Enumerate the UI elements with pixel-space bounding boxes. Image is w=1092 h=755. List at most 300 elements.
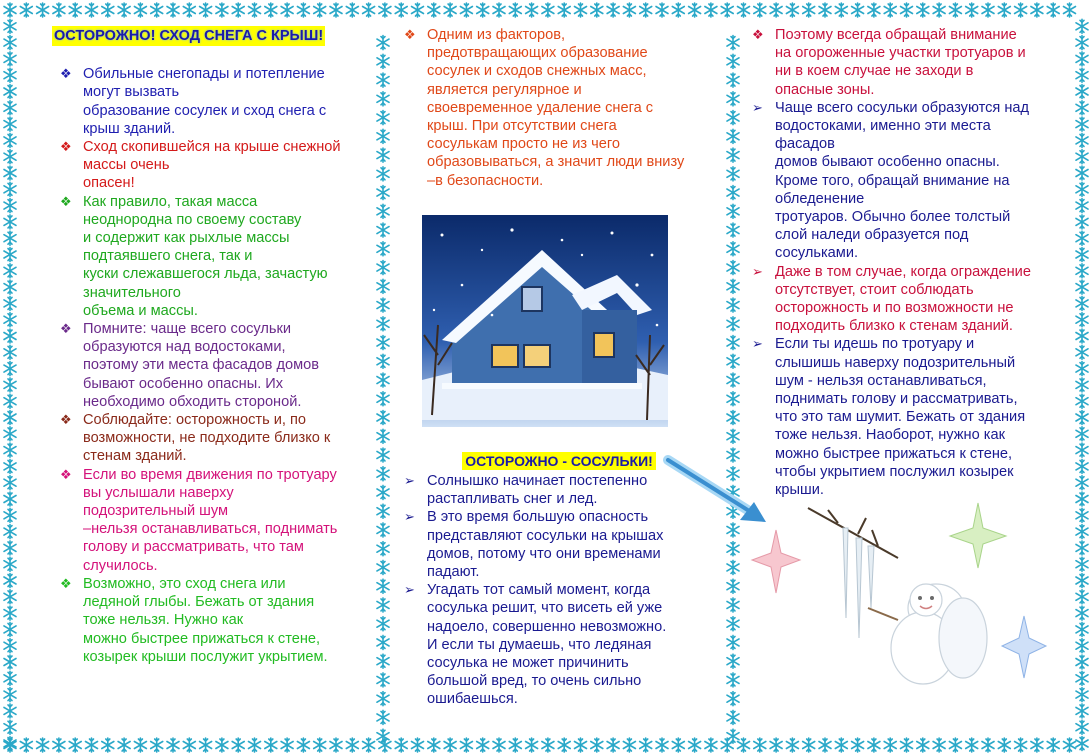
snowflake-icon	[167, 738, 179, 752]
snowflake-icon	[727, 336, 739, 350]
snowflake-icon	[819, 3, 831, 17]
snowflake-icon	[4, 133, 16, 147]
snowflake-icon	[232, 3, 244, 17]
snowflake-icon	[1076, 737, 1088, 751]
snowflake-icon	[4, 101, 16, 115]
snow-angel-image	[748, 498, 1048, 708]
snowflake-icon	[727, 429, 739, 443]
snowflake-icon	[727, 579, 739, 593]
snowflake-icon	[727, 654, 739, 668]
snowflake-icon	[727, 129, 739, 143]
main-title: ОСТОРОЖНО! СХОД СНЕГА С КРЫШ!	[52, 26, 325, 46]
snowflake-icon	[4, 215, 16, 229]
snowflake-icon	[1076, 313, 1088, 327]
snowflake-icon	[330, 3, 342, 17]
snowflake-icon	[4, 231, 16, 245]
snowflake-icon	[526, 3, 538, 17]
diamond-bullet-icon: ❖	[60, 412, 72, 428]
snowflake-icon	[477, 738, 489, 752]
icicles-title: ОСТОРОЖНО - СОСУЛЬКИ!	[462, 452, 656, 470]
snowflake-icon	[4, 459, 16, 473]
snowflake-icon	[377, 279, 389, 293]
snowflake-icon	[1076, 704, 1088, 718]
snowflake-icon	[330, 738, 342, 752]
snowflake-icon	[4, 182, 16, 196]
snowflake-icon	[412, 738, 424, 752]
snowflake-icon	[428, 738, 440, 752]
snowflake-icon	[1076, 541, 1088, 555]
snowflake-icon	[1076, 296, 1088, 310]
snowflake-icon	[4, 622, 16, 636]
snowflake-icon	[803, 738, 815, 752]
middle-list	[400, 472, 700, 709]
snowflake-icon	[1076, 427, 1088, 441]
snowflake-icon	[1076, 639, 1088, 653]
snowflake-icon	[377, 635, 389, 649]
snowflake-icon	[4, 36, 16, 50]
snowflake-icon	[1076, 671, 1088, 685]
snowflake-icon	[689, 738, 701, 752]
snowflake-icon	[4, 688, 16, 702]
diamond-bullet-icon: ❖	[60, 466, 72, 482]
snowflake-icon	[4, 394, 16, 408]
snowflake-icon	[982, 738, 994, 752]
winter-house-image	[422, 215, 668, 427]
snowflake-icon	[689, 3, 701, 17]
snowflake-icon	[377, 598, 389, 612]
middle-list-block	[400, 472, 700, 709]
snowflake-icon	[623, 738, 635, 752]
list-item: ➢ Если ты идешь по тротуару и слышишь наверху подозрительный шум - нельзя останавливаться, поднимать голову и рассматривать, что это там шумит. Бежать от здания тоже нельзя. Наоборот, нужно как можно быстрее прижаться к стене, чтобы укрытием послужил козырек крыши.	[752, 336, 1026, 499]
snowflake-icon	[901, 738, 913, 752]
snowflake-icon	[727, 673, 739, 687]
snowflake-icon	[102, 3, 114, 17]
snowflake-icon	[4, 590, 16, 604]
snowflake-icon	[460, 738, 472, 752]
snowflake-icon	[493, 3, 505, 17]
snowflake-icon	[1031, 3, 1043, 17]
snowflake-icon	[852, 738, 864, 752]
snowflake-icon	[1076, 443, 1088, 457]
snowflake-icon	[591, 3, 603, 17]
snowflake-icon	[770, 738, 782, 752]
snowflake-icon	[183, 738, 195, 752]
snowflake-icon	[933, 738, 945, 752]
snowflake-icon	[705, 3, 717, 17]
list-item: ❖ Соблюдайте: осторожность и, по возможности, не подходите близко к стенам зданий.	[60, 412, 331, 465]
snowflake-icon	[377, 298, 389, 312]
list-item: ➢ Даже в том случае, когда ограждение отсутствует, стоит соблюдать осторожность и по возможности не подходить близко к стенам зданий.	[752, 263, 1031, 335]
snowflake-icon	[377, 448, 389, 462]
snowflake-icon	[249, 738, 261, 752]
snowflake-icon	[377, 204, 389, 218]
snowflake-icon	[917, 738, 929, 752]
snowflake-icon	[1076, 508, 1088, 522]
snowflake-icon	[493, 738, 505, 752]
snowflake-icon	[727, 317, 739, 331]
snowflake-icon	[53, 3, 65, 17]
snowflake-icon	[852, 3, 864, 17]
snowflake-icon	[1076, 117, 1088, 131]
snowflake-icon	[591, 738, 603, 752]
list-item: ➢ В это время большую опасность представляют сосульки на крышах домов, потому что они временами падают.	[404, 509, 664, 581]
snowflake-icon	[4, 492, 16, 506]
snowflake-icon	[998, 3, 1010, 17]
snowflake-icon	[377, 710, 389, 724]
snowflake-icon	[4, 345, 16, 359]
snowflake-icon	[1076, 36, 1088, 50]
column-middle	[400, 26, 718, 190]
arrow-bullet-icon: ➢	[404, 582, 415, 598]
snowflake-icon	[379, 3, 391, 17]
snowflake-icon	[672, 3, 684, 17]
snowflake-icon	[134, 3, 146, 17]
snowflake-icon	[640, 738, 652, 752]
snowflake-icon	[377, 467, 389, 481]
snowflake-icon	[607, 738, 619, 752]
snowflake-icon	[412, 3, 424, 17]
snowflake-icon	[265, 738, 277, 752]
snowflake-icon	[377, 673, 389, 687]
snowflake-icon	[377, 186, 389, 200]
snowflake-icon	[754, 738, 766, 752]
snowflake-icon	[949, 3, 961, 17]
snowflake-icon	[1076, 329, 1088, 343]
snowflake-icon	[377, 36, 389, 50]
snowflake-icon	[377, 92, 389, 106]
snowflake-icon	[377, 73, 389, 87]
snowflake-icon	[4, 3, 16, 17]
snowflake-icon	[542, 3, 554, 17]
snowflake-icon	[4, 199, 16, 213]
snowflake-icon	[727, 279, 739, 293]
snowflake-icon	[1076, 622, 1088, 636]
list-item: ❖ Как правило, такая масса неоднородна по своему составу и содержит как рыхлые массы подтаявшего снега, так и куски слежавшегося льда, зачастую значительного объема и массы.	[60, 193, 328, 319]
diamond-bullet-icon: ❖	[60, 66, 72, 82]
snowflake-icon	[721, 3, 733, 17]
snowflake-icon	[4, 557, 16, 571]
snowflake-icon	[575, 738, 587, 752]
snowflake-icon	[526, 738, 538, 752]
snowflake-icon	[640, 3, 652, 17]
snowflake-icon	[727, 261, 739, 275]
snowflake-icon	[1076, 606, 1088, 620]
snowflake-icon	[377, 692, 389, 706]
snowflake-icon	[4, 476, 16, 490]
snowflake-icon	[363, 3, 375, 17]
snowflake-icon	[444, 738, 456, 752]
snowflake-icon	[377, 261, 389, 275]
snowflake-icon	[249, 3, 261, 17]
snowflake-icon	[835, 738, 847, 752]
list-item: ❖ Помните: чаще всего сосульки образуются над водостоками, поэтому эти места фасадов домов бывают особенно опасны. Их необходимо обходить стороной.	[60, 321, 319, 410]
snowflake-icon	[727, 111, 739, 125]
snowflake-icon	[949, 738, 961, 752]
snowflake-icon	[727, 598, 739, 612]
snowflake-icon	[1076, 411, 1088, 425]
snowflake-icon	[727, 560, 739, 574]
snowflake-icon	[509, 738, 521, 752]
snowflake-icon	[727, 204, 739, 218]
snowflake-icon	[1076, 166, 1088, 180]
snowflake-icon	[901, 3, 913, 17]
snowflake-icon	[20, 3, 32, 17]
diamond-bullet-icon: ❖	[404, 27, 416, 42]
snowflake-icon	[4, 329, 16, 343]
snowflake-icon	[1076, 345, 1088, 359]
snowflake-icon	[134, 738, 146, 752]
snowflake-icon	[53, 738, 65, 752]
snowflake-icon	[4, 671, 16, 685]
list-item: ➢ Чаще всего сосульки образуются над водостоками, именно эти места фасадов домов бывают особенно опасны. Кроме того, обращай внимание на обледенение тротуаров. Обычно более толстый слой наледи образуется под сосульками.	[752, 99, 1030, 262]
snowflake-icon	[754, 3, 766, 17]
snowflake-icon	[727, 298, 739, 312]
snowflake-icon	[786, 738, 798, 752]
snowflake-icon	[428, 3, 440, 17]
snowflake-icon	[1076, 101, 1088, 115]
snowflake-icon	[727, 635, 739, 649]
snowflake-icon	[200, 3, 212, 17]
snowflake-icon	[377, 654, 389, 668]
snowflake-icon	[727, 373, 739, 387]
snowflake-icon	[1076, 199, 1088, 213]
snowflake-icon	[727, 223, 739, 237]
snowflake-icon	[1064, 738, 1076, 752]
list-item: ➢ Солнышко начинает постепенно растапливать снег и лед.	[404, 473, 648, 508]
snowflake-icon	[4, 85, 16, 99]
snowflake-icon	[727, 242, 739, 256]
snowflake-icon	[727, 411, 739, 425]
snowflake-icon	[377, 317, 389, 331]
arrow-bullet-icon: ➢	[752, 263, 763, 279]
snowflake-icon	[1076, 133, 1088, 147]
list-item: ❖ Сход скопившейся на крыше снежной массы очень опасен!	[60, 139, 341, 192]
snowflake-icon	[727, 148, 739, 162]
snowflake-icon	[672, 738, 684, 752]
snowflake-icon	[727, 92, 739, 106]
snowflake-icon	[868, 738, 880, 752]
snowflake-icon	[377, 485, 389, 499]
snowflake-icon	[1076, 394, 1088, 408]
snowflake-icon	[835, 3, 847, 17]
snowflake-icon	[460, 3, 472, 17]
snowflake-icon	[705, 738, 717, 752]
snowflake-icon	[1076, 720, 1088, 734]
snowflake-icon	[200, 738, 212, 752]
snowflake-icon	[803, 3, 815, 17]
snowflake-icon	[377, 336, 389, 350]
diamond-bullet-icon: ❖	[752, 27, 764, 42]
snowflake-icon	[346, 3, 358, 17]
snowflake-icon	[377, 167, 389, 181]
snowflake-icon	[982, 3, 994, 17]
snowflake-icon	[37, 738, 49, 752]
arrow-bullet-icon: ➢	[404, 473, 415, 488]
snowflake-icon	[1076, 688, 1088, 702]
snowflake-icon	[377, 579, 389, 593]
snowflake-icon	[377, 354, 389, 368]
snowflake-icon	[346, 738, 358, 752]
snowflake-icon	[4, 52, 16, 66]
snowflake-icon	[4, 248, 16, 262]
snowflake-icon	[656, 3, 668, 17]
snowflake-icon	[118, 738, 130, 752]
snowflake-icon	[727, 354, 739, 368]
diamond-bullet-icon: ❖	[60, 193, 72, 209]
arrow-bullet-icon: ➢	[752, 336, 763, 352]
diamond-bullet-icon: ❖	[60, 139, 72, 155]
snowflake-icon	[1064, 3, 1076, 17]
snowflake-icon	[1076, 52, 1088, 66]
snowflake-icon	[966, 738, 978, 752]
snowflake-icon	[4, 411, 16, 425]
snowflake-icon	[477, 3, 489, 17]
blue-star-icon	[1002, 616, 1046, 678]
list-item: ❖ Возможно, это сход снега или ледяной глыбы. Бежать от здания тоже нельзя. Нужно как можно быстрее прижаться к стене, козырек крыши послужит укрытием.	[60, 575, 328, 665]
snowflake-icon	[786, 3, 798, 17]
snowflake-icon	[377, 129, 389, 143]
snowflake-icon	[4, 296, 16, 310]
arrow-bullet-icon: ➢	[404, 509, 415, 525]
snowflake-icon	[623, 3, 635, 17]
snowflake-icon	[377, 54, 389, 68]
snowflake-icon	[4, 150, 16, 164]
snowflake-icon	[232, 738, 244, 752]
snowflake-icon	[297, 738, 309, 752]
snowflake-icon	[1047, 738, 1059, 752]
snowflake-icon	[1076, 280, 1088, 294]
snowflake-icon	[363, 738, 375, 752]
snowflake-icon	[377, 242, 389, 256]
snowflake-icon	[1076, 557, 1088, 571]
snowflake-icon	[377, 411, 389, 425]
snowflake-icon	[37, 3, 49, 17]
snowflake-icon	[377, 392, 389, 406]
snowflake-icon	[966, 3, 978, 17]
snowflake-icon	[4, 166, 16, 180]
snowflake-icon	[819, 738, 831, 752]
middle-intro-list	[400, 26, 718, 190]
snowflake-icon	[4, 313, 16, 327]
list-item: ➢ Угадать тот самый момент, когда сосулька решит, что висеть ей уже надоело, совершенно невозможно. И если ты думаешь, что ледяная сосулька не может причинить большой вред, то очень сильно ошибаешься.	[404, 582, 667, 708]
snowflake-icon	[1047, 3, 1059, 17]
snowflake-icon	[4, 541, 16, 555]
snowflake-icon	[377, 617, 389, 631]
snowflake-icon	[167, 3, 179, 17]
snowflake-icon	[377, 542, 389, 556]
snowflake-icon	[281, 738, 293, 752]
snowflake-icon	[1076, 362, 1088, 376]
diamond-bullet-icon: ❖	[60, 575, 72, 591]
snowflake-icon	[558, 3, 570, 17]
list-item: ❖ Обильные снегопады и потепление могут вызвать образование сосулек и сход снега с крыш зданий.	[60, 66, 327, 137]
snowflake-icon	[770, 3, 782, 17]
snowflake-icon	[118, 3, 130, 17]
snowflake-icon	[377, 373, 389, 387]
snowflake-icon	[4, 264, 16, 278]
snowflake-icon	[20, 738, 32, 752]
snowflake-icon	[4, 525, 16, 539]
snowflake-icon	[727, 36, 739, 50]
snowflake-icon	[4, 508, 16, 522]
snowflake-icon	[727, 186, 739, 200]
snowflake-icon	[314, 3, 326, 17]
snowflake-icon	[4, 737, 16, 751]
snowflake-icon	[4, 443, 16, 457]
snowflake-icon	[727, 167, 739, 181]
snowflake-icon	[727, 542, 739, 556]
snowflake-icon	[4, 378, 16, 392]
snowflake-icon	[1076, 150, 1088, 164]
snowflake-icon	[727, 692, 739, 706]
snowflake-icon	[1076, 655, 1088, 669]
snowflake-icon	[314, 738, 326, 752]
list-item: ❖ Если во время движения по тротуару вы услышали наверху подозрительный шум –нельзя останавливаться, поднимать голову и рассматривать, что там случилось.	[60, 466, 338, 574]
snowflake-icon	[1076, 264, 1088, 278]
snowflake-icon	[4, 427, 16, 441]
snowflake-icon	[917, 3, 929, 17]
column-left	[52, 26, 372, 666]
snowflake-icon	[4, 639, 16, 653]
snowflake-icon	[151, 738, 163, 752]
snowflake-icon	[4, 117, 16, 131]
snowflake-icon	[377, 523, 389, 537]
snowflake-icon	[1076, 525, 1088, 539]
snowflake-icon	[509, 3, 521, 17]
snowflake-icon	[86, 3, 98, 17]
snowflake-icon	[1076, 248, 1088, 262]
snowflake-icon	[575, 3, 587, 17]
snowflake-icon	[151, 3, 163, 17]
snowflake-icon	[656, 738, 668, 752]
snowflake-icon	[1015, 3, 1027, 17]
snowflake-icon	[4, 655, 16, 669]
snowflake-icon	[1076, 85, 1088, 99]
snowflake-icon	[4, 574, 16, 588]
snowflake-icon	[183, 3, 195, 17]
snowflake-icon	[1076, 378, 1088, 392]
snowflake-icon	[377, 504, 389, 518]
snowflake-icon	[265, 3, 277, 17]
snowflake-icon	[4, 362, 16, 376]
snowflake-icon	[727, 54, 739, 68]
snowflake-icon	[102, 738, 114, 752]
snowflake-icon	[377, 148, 389, 162]
snowflake-icon	[4, 606, 16, 620]
snowflake-icon	[1076, 590, 1088, 604]
snowflake-icon	[377, 560, 389, 574]
snowflake-icon	[377, 223, 389, 237]
snowflake-icon	[884, 3, 896, 17]
snowflake-icon	[998, 738, 1010, 752]
list-item: ❖ Одним из факторов, предотвращающих образование сосулек и сходов снежных масс, является регулярное и своевременное удаление снега с крыш. При отсутствии снега сосулькам просто не из чего образовываться, а значит люди внизу –в безопасности.	[404, 27, 685, 189]
snowflake-icon	[727, 392, 739, 406]
snowflake-icon	[4, 720, 16, 734]
snowflake-icon	[4, 704, 16, 718]
snowflake-icon	[377, 111, 389, 125]
snowflake-icon	[738, 3, 750, 17]
column-right	[748, 26, 1060, 499]
snowflake-icon	[1076, 231, 1088, 245]
snowflake-icon	[86, 738, 98, 752]
snowflake-icon	[69, 3, 81, 17]
snowflake-icon	[1076, 215, 1088, 229]
snowflake-icon	[727, 73, 739, 87]
green-star-icon	[950, 503, 1006, 568]
left-list	[52, 65, 372, 666]
snowflake-icon	[933, 3, 945, 17]
snowflake-icon	[395, 738, 407, 752]
